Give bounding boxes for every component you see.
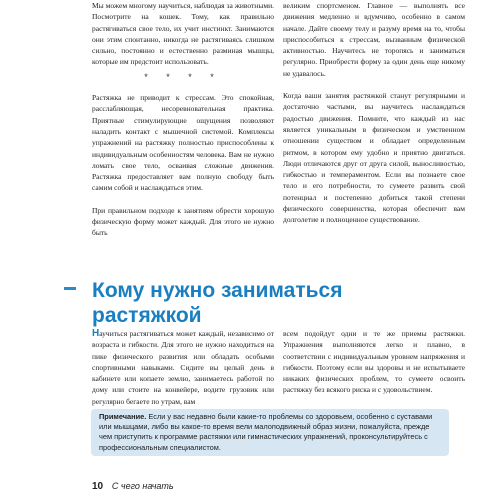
left-column-top bbox=[92, 0, 274, 239]
heading-accent-bar bbox=[64, 287, 76, 290]
note-label: Примечание. bbox=[99, 412, 147, 421]
page-footer bbox=[92, 481, 174, 492]
page-number: 10 bbox=[92, 481, 104, 492]
chapter-title: С чего начать bbox=[111, 481, 174, 491]
section-separator: * * * * bbox=[144, 71, 222, 82]
drop-cap: Н bbox=[92, 328, 100, 339]
body-paragraph: всем подойдут одни и те же приемы растяжки. Упражнения выполняются легко и плавно, в соответствии с индивидуальным уровнем напряжения и гибкости. Поэтому если вы здоровы и не испытываете никаких физических проблем, то сумеете освоить растяжку без всякого риска и с удовольствием. bbox=[283, 329, 465, 395]
section-heading: Кому нужно заниматься растяжкой bbox=[92, 279, 343, 327]
body-paragraph: При правильном подходе к занятиям обрести хорошую физическую форму может каждый. Для этого не нужно быть bbox=[92, 205, 274, 238]
note-text bbox=[99, 412, 443, 453]
right-column-top bbox=[283, 0, 465, 226]
body-paragraph bbox=[92, 328, 274, 407]
left-column-bottom bbox=[92, 328, 274, 407]
right-column-bottom bbox=[283, 328, 465, 396]
body-paragraph: Мы можем многому научиться, наблюдая за животными. Посмотрите на кошек. Тому, как правильно растягиваться свое тело, их учит инстинкт. Занимаются они этим спонтанно, никогда не растягиваясь слишком сильно, постоянно и естественно разминая мышцы, которые им предстоит использовать. bbox=[92, 1, 274, 67]
body-text: аучиться растягиваться может каждый, независимо от возраста и гибкости. Для этого не нужно находиться на пике физического развития или обладать особыми спортивными навыками. Сидите вы целый день в кабинете или копаете землю, занимаетесь работой по дому или стоите на конвейере, водите грузовик или регулярно бегаете по утрам, вам bbox=[92, 329, 274, 406]
body-paragraph: Когда ваши занятия растяжкой станут регулярными и достаточно частыми, вы научитесь наслаждаться радостью движения. Помните, что каждый из нас является уникальным в физическом и умственном отношении существом и обладает определенным ритмом, в котором ему удобно и приятно двигаться. Люди отличаются друг от друга силой, выносливостью, гибкостью и темпераментом. Если вы познаете свое тело и его потребности, то сумеете развить свой потенциал и постепенно добиться такой степени физического совершенства, которая обеспечит вам долголетие и полноценное существование. bbox=[283, 91, 465, 225]
body-paragraph: великим спортсменом. Главное — выполнять все движения медленно и вдумчиво, особенно в самом начале. Дайте своему телу и разуму время на то, чтобы приспособиться к стрессам, вызванным физической активностью. Научитесь не торопясь и заниматься регулярно. Приобрести форму за один день еще никому не удавалось. bbox=[283, 1, 465, 78]
note-body: Если у вас недавно были какие-то проблемы со здоровьем, особенно с суставами или мышцами, либо вы какое-то время вели малоподвижный образ жизни, пожалуйста, прежде чем приступить к программе растяжки или гимнастических упражнений, проконсультируйтесь с профессиональным специалистом. bbox=[99, 412, 433, 452]
body-paragraph: Растяжка не приводит к стрессам. Это спокойная, расслабляющая, несоревновательная практика. Приятные стимулирующие ощущения позволяют наладить контакт с мышечной системой. Комплексы упражнений на растяжку полностью приспособлены к индивидуальным особенностям человека. Вам не нужно ломать свое тело, осваивая сложные движения. Растяжка предоставляет вам полную свободу быть самим собой и наслаждаться этим. bbox=[92, 93, 274, 193]
